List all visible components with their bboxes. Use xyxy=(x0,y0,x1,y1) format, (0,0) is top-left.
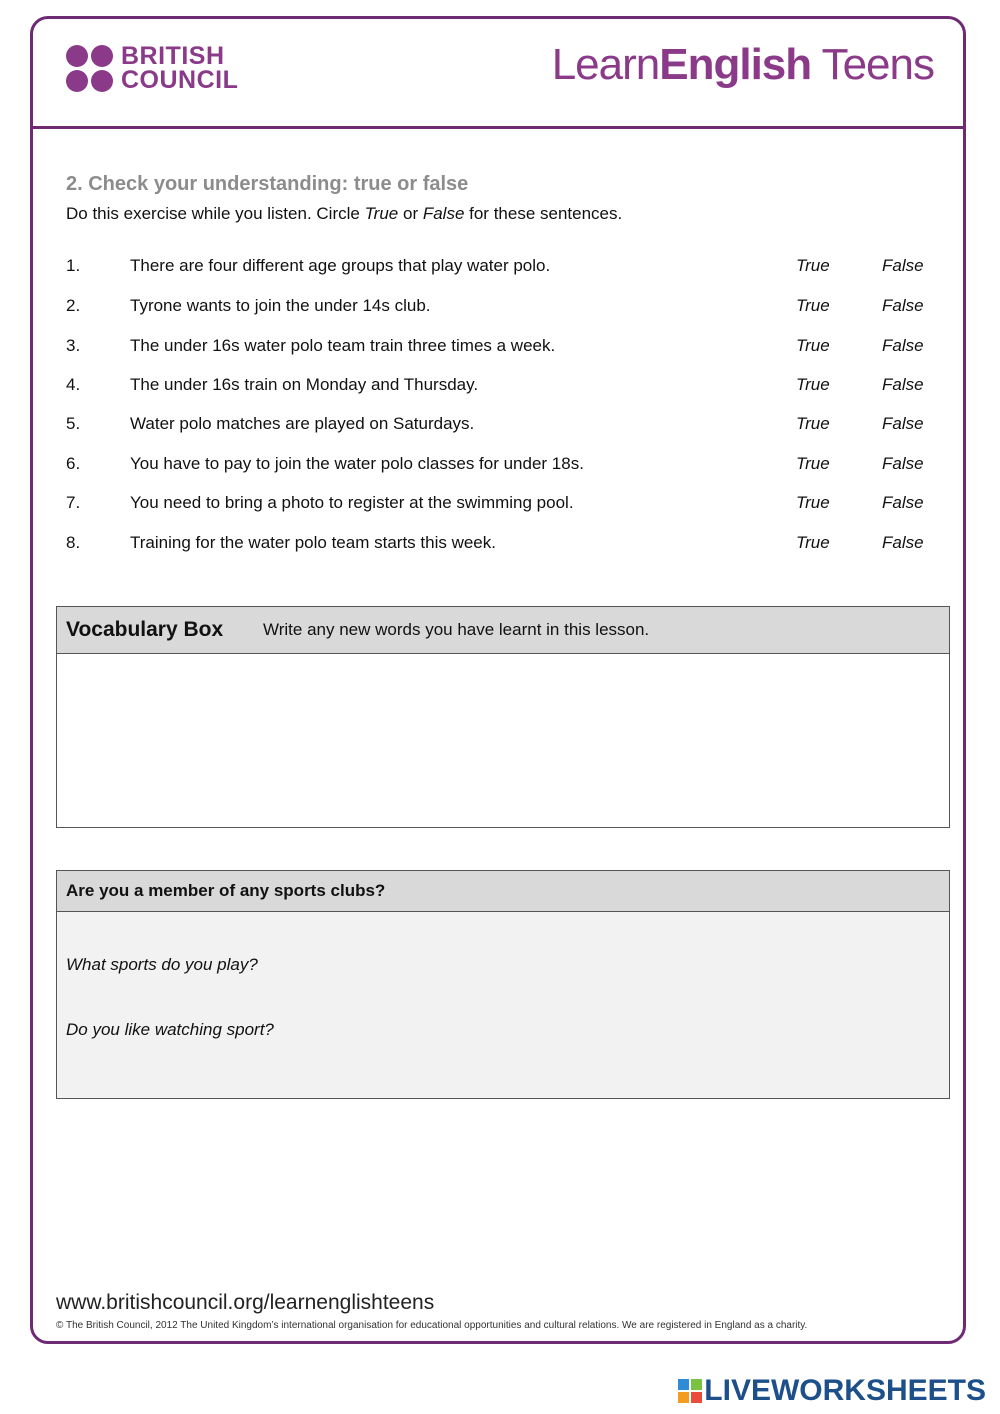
sports-clubs-box xyxy=(56,870,950,1099)
learnenglish-teens-logo xyxy=(552,40,934,90)
true-option[interactable]: True xyxy=(796,336,830,355)
british-council-dots-icon xyxy=(66,45,113,92)
question-row-8 xyxy=(66,533,936,557)
sports-question-2: Do you like watching sport? xyxy=(66,1020,274,1039)
vocabulary-box-instruction: Write any new words you have learnt in this lesson. xyxy=(263,620,650,639)
false-option[interactable]: False xyxy=(882,256,924,275)
true-option[interactable]: True xyxy=(796,454,830,473)
british-council-line2: COUNCIL xyxy=(121,66,239,94)
false-option[interactable]: False xyxy=(882,493,924,512)
false-option[interactable]: False xyxy=(882,336,924,355)
british-council-logo xyxy=(66,44,238,92)
false-option[interactable]: False xyxy=(882,414,924,433)
question-text: Water polo matches are played on Saturdays. xyxy=(130,414,475,433)
true-option[interactable]: True xyxy=(796,493,830,512)
vocabulary-box xyxy=(56,606,950,828)
sports-question-1: What sports do you play? xyxy=(66,955,258,974)
true-option[interactable]: True xyxy=(796,414,830,433)
logo-english: English xyxy=(659,40,812,89)
liveworksheets-wordmark: LIVEWORKSHEETS xyxy=(704,1374,986,1407)
header-divider xyxy=(30,126,966,129)
liveworksheets-logo xyxy=(678,1374,986,1408)
false-option[interactable]: False xyxy=(882,454,924,473)
false-option[interactable]: False xyxy=(882,533,924,552)
question-text: You have to pay to join the water polo classes for under 18s. xyxy=(130,454,584,473)
true-option[interactable]: True xyxy=(796,533,830,552)
question-text: Training for the water polo team starts this week. xyxy=(130,533,496,552)
sports-clubs-header xyxy=(57,871,949,912)
question-row-3 xyxy=(66,336,936,360)
instructions: Do this exercise while you listen. Circle True or False for these sentences. xyxy=(66,204,623,223)
false-option[interactable]: False xyxy=(882,375,924,394)
question-row-5 xyxy=(66,414,936,438)
true-option[interactable]: True xyxy=(796,296,830,315)
vocabulary-box-header xyxy=(57,607,949,654)
question-number: 6. xyxy=(66,454,81,473)
question-number: 5. xyxy=(66,414,81,433)
question-text: Tyrone wants to join the under 14s club. xyxy=(130,296,431,315)
logo-learn: Learn xyxy=(551,40,660,89)
question-row-2 xyxy=(66,296,936,320)
true-option[interactable]: True xyxy=(796,256,830,275)
question-number: 3. xyxy=(66,336,81,355)
question-row-6 xyxy=(66,454,936,478)
question-number: 8. xyxy=(66,533,81,552)
vocabulary-box-title: Vocabulary Box xyxy=(66,618,224,641)
question-text: There are four different age groups that play water polo. xyxy=(130,256,551,275)
question-number: 7. xyxy=(66,493,81,512)
question-row-7 xyxy=(66,493,936,517)
section-title: 2. Check your understanding: true or false xyxy=(66,173,469,195)
question-number: 4. xyxy=(66,375,81,394)
question-text: You need to bring a photo to register at the swimming pool. xyxy=(130,493,574,512)
question-number: 1. xyxy=(66,256,81,275)
true-option[interactable]: True xyxy=(796,375,830,394)
logo-teens: Teens xyxy=(811,40,934,89)
question-row-4 xyxy=(66,375,936,399)
vocabulary-writing-area[interactable] xyxy=(57,654,949,828)
liveworksheets-icon xyxy=(678,1379,702,1403)
footer-url: www.britishcouncil.org/learnenglishteens xyxy=(56,1291,435,1314)
question-text: The under 16s train on Monday and Thursday. xyxy=(130,375,479,394)
question-number: 2. xyxy=(66,296,81,315)
british-council-line1: BRITISH xyxy=(121,42,225,70)
footer-copyright: © The British Council, 2012 The United Kingdom’s international organisation for educational opportunities and cultural relations. We are registered in England as a charity. xyxy=(56,1320,808,1331)
question-row-1 xyxy=(66,256,936,280)
question-text: The under 16s water polo team train three times a week. xyxy=(130,336,556,355)
sports-clubs-title: Are you a member of any sports clubs? xyxy=(66,881,386,900)
false-option[interactable]: False xyxy=(882,296,924,315)
